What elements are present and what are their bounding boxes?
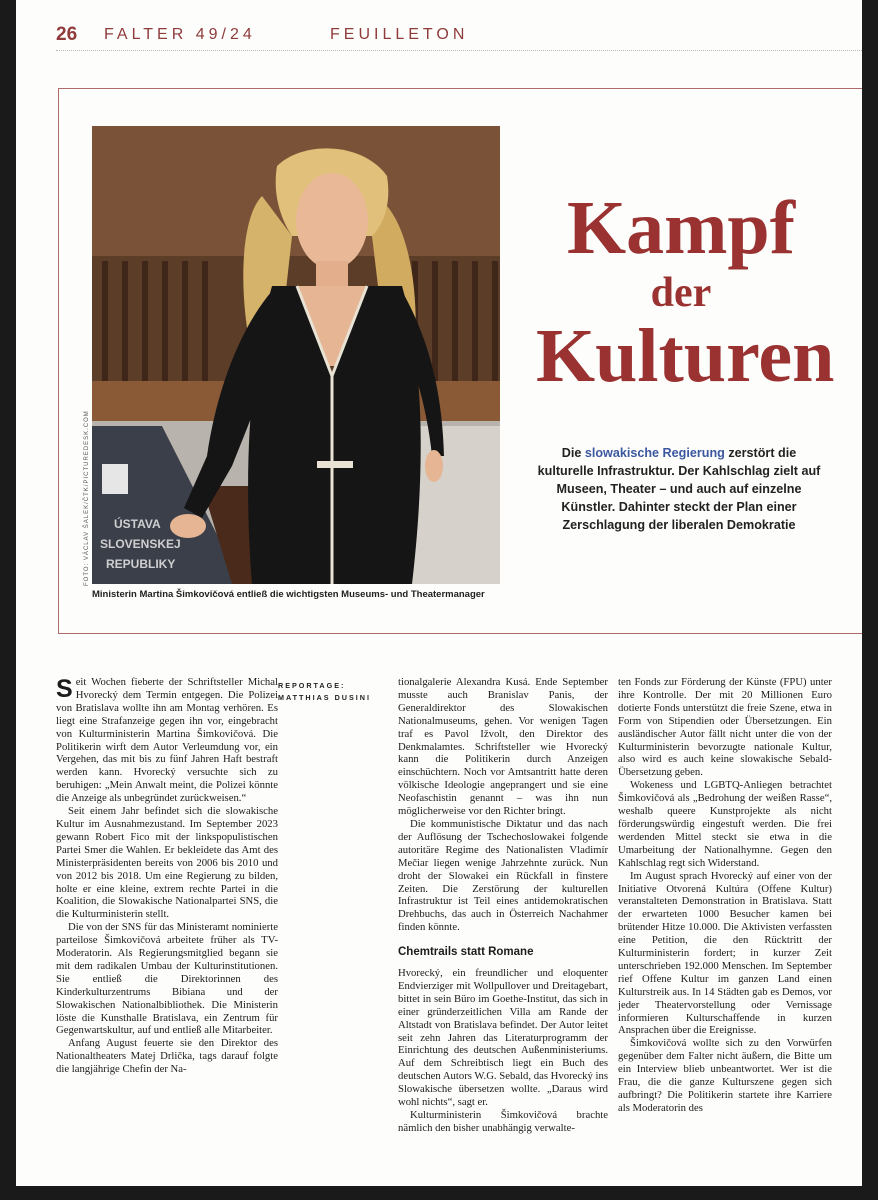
paragraph: Seit einem Jahr befindet sich die slowakische Kultur im Ausnahmezustand. Im September 2023 gewann Robert Fico mit der linkspopulistischen Partei Smer die Wahlen. Er bekleidete das Amt des Ministerpräsidenten bereits von 2006 bis 2010 und von 2012 bis 2018. Um eine Regierung zu bilden, holte er eine kleine, extrem rechte Partei in die Koalition, die Slowakische Nationalpartei SNS, die die Kulturministerin stellt. [56, 805, 278, 921]
paragraph: Die von der SNS für das Ministeramt nominierte parteilose Šimkovičová arbeitete früher als TV-Moderatorin. Als Regierungsmitglied begann sie mit dem radikalen Umbau der Kulturinstitutionen. Sie entließ die Direktorinnen des Kinderkulturzentrums Bibiana und der Slowakischen Nationalbibliothek. Die Ministerin löste die Kunsthalle Bratislava, ein Zentrum für Gegenwartskultur, auf und entließ alle Mitarbeiter. [56, 921, 278, 1037]
title-line-2: der [650, 270, 712, 316]
title-line-3: Kulturen [536, 314, 835, 398]
lectern-sign-line1: ÚSTAVA [114, 517, 161, 531]
byline-label: REPORTAGE: [278, 681, 346, 690]
article-subheading: Chemtrails statt Romane [398, 946, 534, 959]
paragraph: Seit Wochen fieberte der Schriftsteller Michal Hvorecký dem Termin entgegen. Die Polizei von Bratislava wollte ihn am Montag verhören. Es liegt eine Strafanzeige gegen ihn vor, eingebracht von Kulturministerin Martina Šimkovičová. Die Politikerin wirft dem Autor Verleumdung vor, ein Vergehen, das mit bis zu fünf Jahren Haft bestraft werden kann. Hvorecký versuchte sich zu beruhigen: „Mein Anwalt meint, die Polizei könnte die Anzeige als unbegründet zurückweisen.“ [56, 675, 278, 805]
lead-part-1: Die [561, 446, 585, 460]
paragraph: Wokeness und LGBTQ-Anliegen betrachtet Šimkovičová als „Bedrohung der weißen Rasse“, weshalb queere Kunstprojekte als nicht förderungswürdig eingestuft werden. Die frei werdenden Mittel steckt sie etwa in die Umarbeitung der Nationalhymne. Gegen den Kahlschlag regt sich Widerstand. [618, 779, 832, 869]
article-title [536, 186, 835, 398]
byline-author: MATTHIAS DUSINI [278, 693, 371, 702]
drop-cap: S [56, 675, 73, 703]
magazine-page [16, 0, 862, 1186]
article-column-1 [56, 676, 278, 1076]
article-column-2 [398, 676, 608, 1135]
page-header [56, 24, 862, 51]
paragraph: Im August sprach Hvorecký auf einer von der Initiative Otvorená Kultúra (Offene Kultur) veranstalteten Demonstration in Bratislava. Statt der erwarteten 1000 Besucher kamen bei brütender Hitze 10.000. Die Aktivisten verfassten eine Petition, die den Rücktritt der Kulturministerin fordert; in kurzer Zeit unterschrieben 192.000 Menschen. Im September rief Offene Kultur im ganzen Land einen Kulturstreik aus. In 14 Städten gab es Demos, vor jeder Theatervorstellung oder Vernissage informieren Kulturschaffende in kurzen Ansprachen über die Ereignisse. [618, 869, 832, 1037]
paragraph: Hvorecký, ein freundlicher und eloquenter Endvierziger mit Wollpullover und Dreitagebart, bittet in sein Büro im Goethe-Institut, das sich in einer gründerzeitlichen Villa am Rande der Altstadt von Bratislava befindet. Der Autor leitet seit zehn Jahren das Literaturprogramm der Einrichtung des deutschen Außenministeriums. Auf dem Schreibtisch liegt ein Buch des deutschen Autors W.G. Sebald, das Hvorecký ins Slowakische übersetzen wollte. „Daraus wird wohl nichts“, sagt er. [398, 967, 608, 1109]
lectern-sign-line3: REPUBLIKY [106, 557, 176, 571]
article-column-3 [618, 676, 832, 1115]
magazine-issue: FALTER 49/24 [104, 26, 256, 43]
lectern-sign-line2: SLOVENSKEJ [100, 537, 181, 551]
paragraph: Die kommunistische Diktatur und das nach der Auflösung der Tschechoslowakei folgende autoritäre Regime des Nationalisten Vladimír Mečiar liegen wenige Jahrzehnte zurück. Nun droht der Slowakei ein Rückfall in finstere Zeiten. Die Zerstörung der kulturellen Infrastruktur ist Teil eines antidemokratischen Drehbuchs, das auch in Österreich Nachahmer finden könnte. [398, 817, 608, 934]
paragraph: ten Fonds zur Förderung der Künste (FPU) unter ihre Kontrolle. Der mit 20 Millionen Euro dotierte Fonds unterstützt die freie Szene, etwa in Form von Stipendien oder Übersetzungen. Ein ausländischer Autor fällt nicht unter die von der Kulturministerin bevorzugte nationale Kultur, also wird es auch keine slowakische Sebald-Übersetzung geben. [618, 676, 832, 779]
paragraph: Anfang August feuerte sie den Direktor des Nationaltheaters Matej Drlička, tags darauf folgte die langjährige Chefin der Na- [56, 1037, 278, 1076]
title-line-1: Kampf [567, 186, 795, 270]
article-photo [92, 126, 500, 584]
paragraph: Kulturministerin Šimkovičová brachte nämlich den bisher unabhängig verwalte- [398, 1109, 608, 1134]
page-number: 26 [56, 24, 78, 45]
photo-credit: FOTO: VÁCLAV ŠALEK/ČTK/PICTUREDESK.COM [84, 410, 90, 586]
photo-caption: Ministerin Martina Šimkovičová entließ die wichtigsten Museums- und Theatermanager [92, 589, 485, 600]
lead-part-2: zerstört die kulturelle Infrastruktur. Der Kahlschlag zielt auf Museen, Theater – und auch auf einzelne Künstler. Dahinter steckt der Plan einer Zerschlagung der liberalen Demokratie [537, 446, 821, 532]
article-lead [536, 444, 822, 534]
paragraph: tionalgalerie Alexandra Kusá. Ende September musste auch Branislav Panis, der Generaldirektor des Slowakischen Nationalmuseums, gehen. Vor wenigen Tagen traf es Pavol Ižvolt, den Direktor des Denkmalamtes. Schriftsteller wie Hvorecký kann die Politikerin durch Anzeigen einschüchtern. Noch vor Amtsantritt hatte deren völkische Ideologie angeprangert und sie eine Neofaschistin genannt – was ihn nun möglicherweise vor den Richter bringt. [398, 676, 608, 818]
section-name: FEUILLETON [330, 26, 469, 43]
paragraph: Šimkovičová wollte sich zu den Vorwürfen gegenüber dem Falter nicht äußern, die Bitte um ein Interview blieb unbeantwortet. Wer ist die Frau, die die ganze Kulturszene gegen sich aufbringt? Die Politikerin startete ihre Karriere als Moderatorin des [618, 1037, 832, 1114]
byline [278, 680, 388, 704]
lead-highlight: slowakische Regierung [584, 446, 725, 460]
